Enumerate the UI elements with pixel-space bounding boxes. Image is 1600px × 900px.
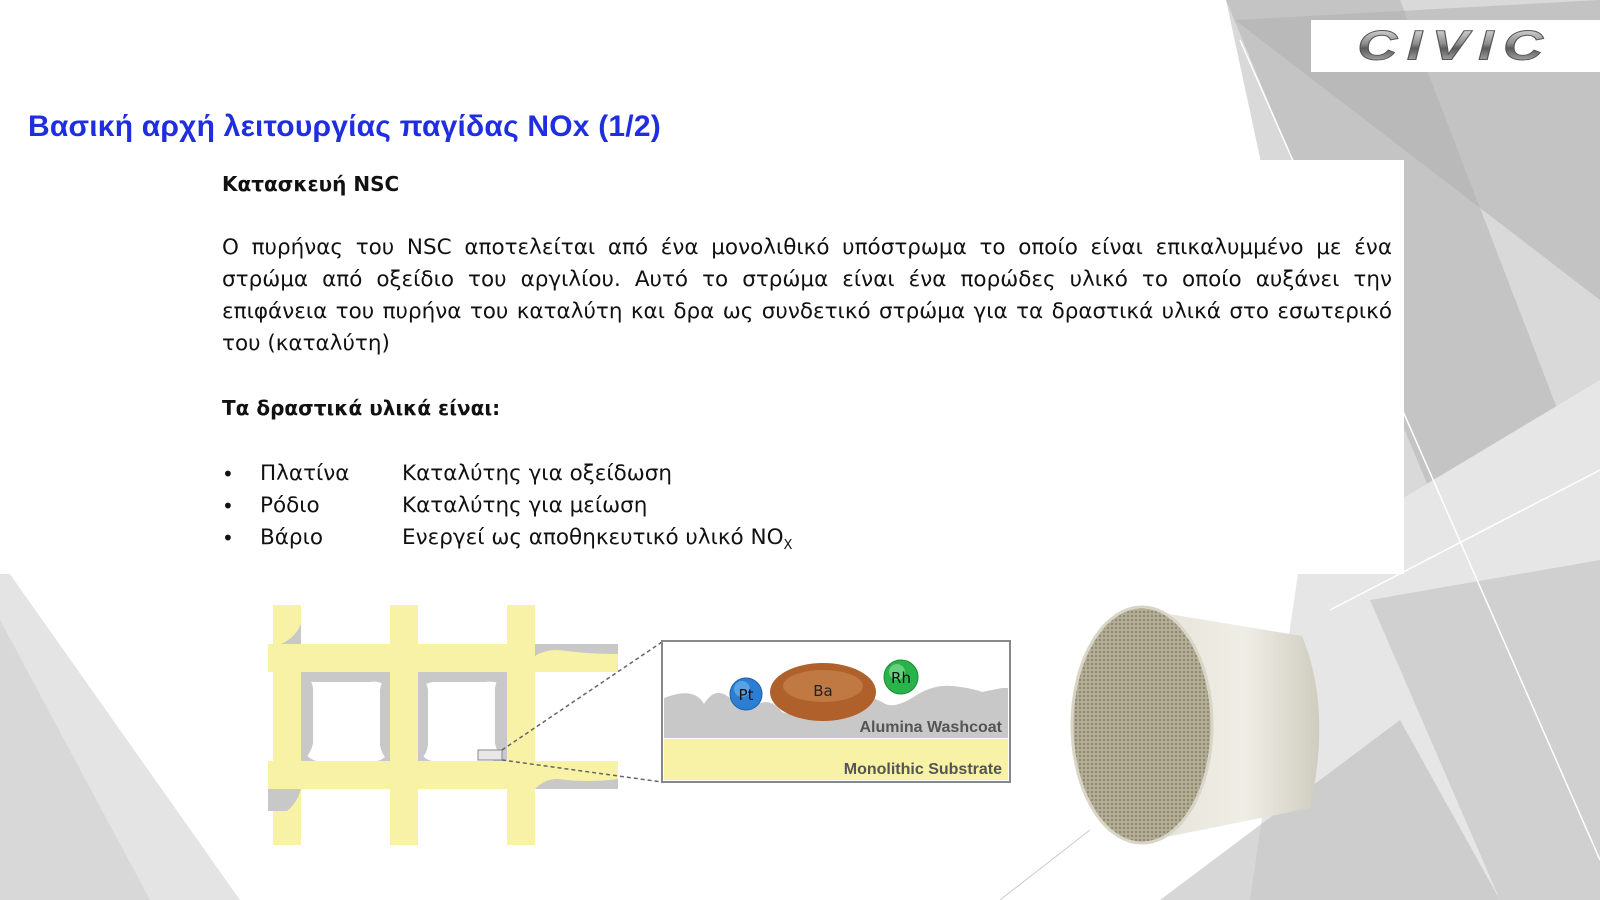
- honeycomb-cross-section: [268, 605, 618, 845]
- material-name: Πλατίνα: [260, 461, 350, 486]
- list-item: [222, 490, 922, 522]
- slide-title: Βασική αρχή λειτουργίας παγίδας NOx (1/2): [28, 110, 661, 143]
- materials-heading: Τα δραστικά υλικά είναι:: [222, 396, 501, 420]
- bullet-icon: •: [222, 494, 234, 518]
- list-item: [222, 522, 922, 554]
- nsc-structure-diagram: [260, 600, 1040, 860]
- rhodium-label: Rh: [891, 669, 911, 687]
- materials-list: [222, 458, 922, 554]
- substrate-label: Monolithic Substrate: [843, 761, 1002, 778]
- barium-label: Ba: [813, 682, 833, 700]
- bullet-icon: •: [222, 462, 234, 486]
- subscript-x: X: [783, 538, 793, 553]
- washcoat-label: Alumina Washcoat: [859, 719, 1002, 736]
- material-description: Καταλύτης για μείωση: [402, 493, 648, 518]
- material-name: Βάριο: [260, 525, 323, 550]
- civic-logo: [1311, 20, 1600, 72]
- zoomed-inset: [662, 641, 1010, 782]
- catalyst-honeycomb-icon: [1070, 598, 1340, 846]
- civic-logo-icon: [1311, 20, 1600, 72]
- material-description: Καταλύτης για οξείδωση: [402, 461, 673, 486]
- list-item: [222, 458, 922, 490]
- bullet-icon: •: [222, 526, 234, 550]
- platinum-label: Pt: [738, 686, 754, 704]
- material-description: Ενεργεί ως αποθηκευτικό υλικό $NO_X$: [402, 525, 793, 553]
- svg-text:CIVIC: CIVIC: [1357, 23, 1553, 69]
- material-name: Ρόδιο: [260, 493, 320, 518]
- description-paragraph: Ο πυρήνας του NSC αποτελείται από ένα μονολιθικό υπόστρωμα το οποίο είναι επικαλυμμένο με ένα στρώμα από οξείδιο του αργιλίου. Αυτό το στρώμα είναι ένα πορώδες υλικό το οποίο αυξάνει την επιφάνεια του πυρήνα του καταλύτη και δρα ως συνδετικό στρώμα για τα δραστικά υλικά στο εσωτερικό του (καταλύτη): [222, 235, 1392, 356]
- section-heading: Κατασκευή NSC: [222, 172, 400, 196]
